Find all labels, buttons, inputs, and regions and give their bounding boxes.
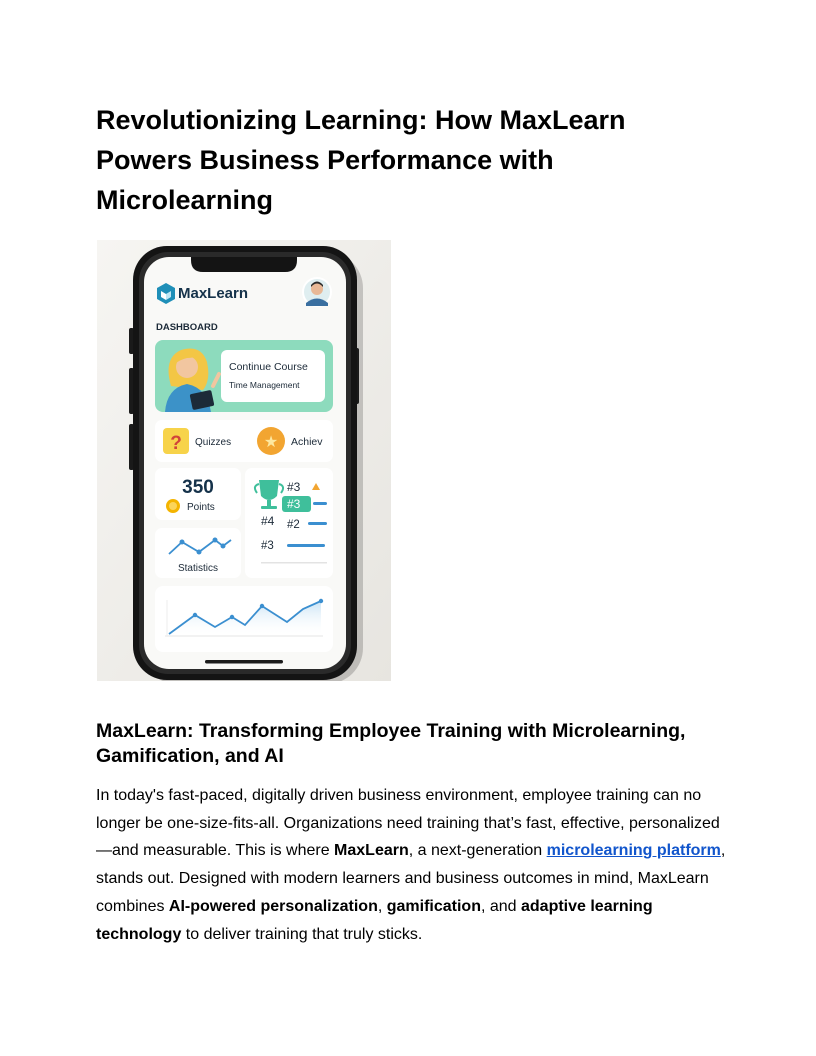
leaderboard-tile: [245, 468, 333, 578]
achievements-label: Achiev: [291, 436, 323, 448]
continue-course-name: Time Management: [229, 380, 300, 390]
rank-4: #2: [287, 519, 300, 531]
rank-1: #3: [287, 480, 301, 494]
points-label: Points: [187, 502, 215, 513]
rank-2: #3: [287, 497, 301, 511]
document-title: Revolutionizing Learning: How MaxLearn Powers Business Performance with Microlearning: [96, 105, 626, 215]
statistics-tile[interactable]: [155, 528, 241, 578]
hero-image: [97, 240, 391, 681]
rank-3: #4: [261, 514, 275, 528]
brand-name: MaxLearn: [178, 285, 249, 302]
intro-paragraph: In today's fast-paced, digitally driven business environment, employee training can no longer be one-size-fits-all. Organizations need training that’s fast, effective, personalized—and measurable. This is where MaxLearn, a next-generation microlearning platform, stands out. Designed with modern learners and business outcomes in mind, MaxLearn combines AI-powered personalization, gamification, and adaptive learning technology to deliver training that truly sticks.: [96, 787, 726, 943]
microlearning-platform-link[interactable]: microlearning platform: [546, 842, 721, 860]
rank-5: #3: [261, 540, 274, 552]
bold-adaptive-learning: adaptive learning technology: [96, 897, 653, 943]
bold-ai-personalization: AI-powered personalization: [168, 897, 378, 915]
statistics-label: Statistics: [177, 563, 219, 574]
achievements-tile[interactable]: [245, 420, 333, 462]
trend-chart-card: [155, 586, 333, 652]
quizzes-label: Quizzes: [195, 437, 232, 448]
bold-gamification: gamification: [386, 897, 481, 915]
dashboard-label: DASHBOARD: [156, 322, 218, 333]
svg-text:★: ★: [263, 432, 279, 451]
avatar[interactable]: [303, 278, 331, 306]
points-tile: [155, 468, 241, 520]
bold-maxlearn: MaxLearn: [334, 842, 409, 860]
section-heading: MaxLearn: Transforming Employee Training with Microlearning, Gamification, and AI: [96, 720, 686, 767]
continue-course-card[interactable]: [155, 340, 333, 412]
continue-course-title: Continue Course: [229, 361, 308, 373]
svg-text:?: ?: [170, 433, 182, 454]
home-indicator: [205, 660, 283, 664]
points-value: 350: [182, 477, 214, 498]
